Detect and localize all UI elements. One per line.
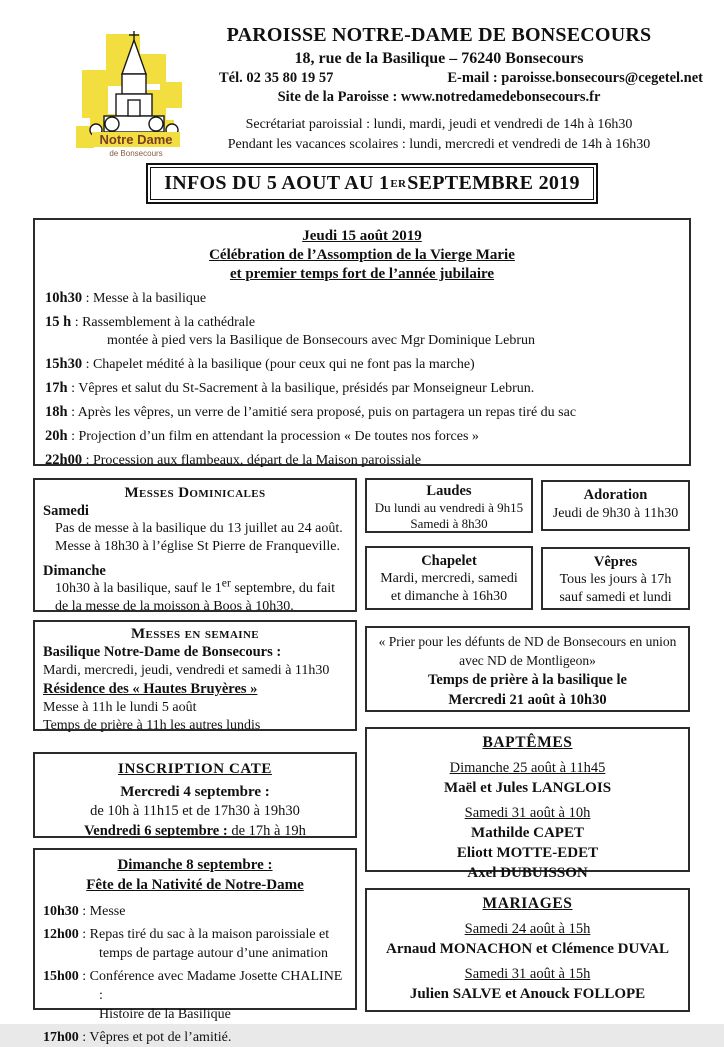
feast-schedule-item: 18h : Après les vêpres, un verre de l’amitié sera proposé, puis on partagera un repas tiré du sac: [45, 404, 577, 420]
email-address: E-mail : paroisse.bonsecours@cegetel.net: [447, 70, 703, 86]
residence-line1: Messe à 11h le lundi 5 août: [43, 700, 197, 715]
sunday-masses-title: Messes Dominicales: [124, 485, 266, 501]
nativity-schedule-item: 15h00 : Conférence avec Madame Josette CHALINE : Histoire de la Basilique: [43, 969, 343, 1022]
header: [175, 24, 703, 153]
secretariat-hours-line2: Pendant les vacances scolaires : lundi, mercredi et vendredi de 14h à 16h30: [227, 137, 651, 152]
vepres-line1: Tous les jours à 17h: [559, 572, 672, 587]
feast-heading-subtitle: et premier temps fort de l’année jubilaire: [229, 266, 495, 282]
wedding-entry: [373, 964, 682, 1004]
wedding-entry-date: Samedi 31 août à 15h: [464, 966, 591, 982]
weddings-title: MARIAGES: [482, 895, 573, 912]
wedding-entry: [373, 919, 682, 959]
vepres-card: [541, 547, 690, 610]
baptisms-box: [365, 727, 690, 881]
feast-schedule-item: 10h30 : Messe à la basilique: [45, 290, 207, 306]
feast-schedule-item: 22h00 : Procession aux flambeaux, départ de la Maison paroissiale: [45, 452, 422, 468]
sunday-line2: de la messe de la moisson à Boos à 10h30.: [55, 599, 294, 614]
assumption-feast-box: [33, 218, 691, 466]
feast-schedule-item: 15 h : Rassemblement à la cathédrale montée à pied vers la Basilique de Bonsecours avec Mgr Dominique Lebrun: [45, 314, 536, 348]
feast-schedule-item: 20h : Projection d’un film en attendant la procession « De toutes nos forces »: [45, 428, 479, 444]
laudes-title: Laudes: [426, 483, 472, 499]
nativity-schedule-item: 10h30 : Messe: [43, 904, 126, 919]
saturday-label: Samedi: [43, 503, 89, 519]
prayer-bold-line2: Mercredi 21 août à 10h30: [448, 692, 607, 708]
sunday-line1: 10h30 à la basilique, sauf le 1er septembre, du fait: [55, 576, 336, 596]
saturday-line2: Messe à 18h30 à l’église St Pierre de Franqueville.: [55, 539, 340, 554]
adoration-line1: Jeudi de 9h30 à 11h30: [552, 506, 679, 521]
residence-line2: Temps de prière à 11h les autres lundis: [43, 718, 261, 733]
laudes-line1: Du lundi au vendredi à 9h15: [374, 500, 524, 515]
chapelet-title: Chapelet: [421, 553, 477, 569]
baptism-entry: [373, 758, 682, 798]
baptism-entry: [373, 803, 682, 883]
baptism-entry-names: Axel DUBUISSON: [467, 865, 588, 881]
catechism-line2: de 10h à 11h15 et de 17h30 à 19h30: [90, 803, 300, 819]
baptism-entry-names: Maël et Jules LANGLOIS: [443, 780, 612, 796]
feast-schedule-item: 17h : Vêpres et salut du St-Sacrement à la basilique, présidés par Monseigneur Lebrun.: [45, 380, 535, 396]
residence-label: Résidence des « Hautes Bruyères »: [43, 681, 258, 697]
chapelet-card: [365, 546, 533, 610]
weddings-entries: [373, 919, 682, 1004]
adoration-title: Adoration: [583, 487, 648, 503]
feast-heading-date: Jeudi 15 août 2019: [302, 228, 422, 244]
website-line: Site de la Paroisse : www.notredamedebonsecours.fr: [277, 89, 601, 105]
chapelet-line1: Mardi, mercredi, samedi: [380, 571, 518, 586]
nativity-schedule-item: 12h00 : Repas tiré du sac à la maison paroissiale et temps de partage autour d’une animation: [43, 927, 330, 961]
nativity-feast-box: [33, 848, 357, 1045]
secretariat-hours-line1: Secrétariat paroissial : lundi, mardi, jeudi et vendredi de 14h à 16h30: [245, 117, 633, 132]
catechism-registration-box: [33, 752, 357, 838]
baptism-entry-names: Mathilde CAPET: [471, 825, 584, 841]
catechism-title: INSCRIPTION CATE: [118, 761, 272, 777]
banner-text-suffix: SEPTEMBRE 2019: [407, 172, 580, 194]
contact-row: [175, 70, 703, 87]
prayer-quote-line2: avec ND de Montligeon»: [459, 653, 596, 668]
adoration-card: [541, 480, 690, 531]
sunday-label: Dimanche: [43, 563, 106, 579]
wedding-entry-date: Samedi 24 août à 15h: [464, 921, 591, 937]
nativity-schedule-item: 17h00 : Vêpres et pot de l’amitié.: [43, 1030, 232, 1045]
phone-number: Tél. 02 35 80 19 57: [219, 70, 334, 86]
weekday-masses-title: Messes en semaine: [130, 626, 260, 642]
infos-banner: [146, 163, 598, 204]
feast-heading-title: Célébration de l’Assomption de la Vierge Marie: [209, 247, 515, 263]
vepres-title: Vêpres: [593, 554, 638, 570]
banner-text-prefix: INFOS DU 5 AOUT AU 1: [164, 172, 390, 194]
baptism-entry-date: Samedi 31 août à 10h: [464, 805, 591, 821]
chapelet-line2: et dimanche à 16h30: [390, 589, 508, 604]
basilique-label: Basilique Notre-Dame de Bonsecours :: [43, 644, 282, 660]
feast-items: [45, 289, 679, 470]
nativity-heading-title: Fête de la Nativité de Notre-Dame: [86, 877, 304, 893]
weddings-box: [365, 888, 690, 1012]
laudes-line2: Samedi à 8h30: [410, 516, 488, 531]
baptisms-title: BAPTÊMES: [482, 734, 573, 751]
saturday-line1: Pas de messe à la basilique du 13 juillet au 24 août.: [55, 521, 343, 536]
prayer-quote-line1: « Prier pour les défunts de ND de Bonsecours en union: [378, 634, 677, 649]
basilique-schedule: Mardi, mercredi, jeudi, vendredi et samedi à 11h30: [43, 663, 330, 678]
sunday-masses-box: [33, 478, 357, 612]
laudes-card: [365, 478, 533, 533]
catechism-line1: Mercredi 4 septembre :: [120, 784, 270, 800]
address-line: 18, rue de la Basilique – 76240 Bonsecours: [294, 50, 584, 67]
baptisms-entries: [373, 758, 682, 883]
weekday-masses-box: [33, 620, 357, 731]
vepres-line2: sauf samedi et lundi: [559, 590, 672, 605]
logo-text-line2: de Bonsecours: [109, 149, 163, 158]
page-title: PAROISSE NOTRE-DAME DE BONSECOURS: [226, 24, 652, 46]
baptism-entry-date: Dimanche 25 août à 11h45: [449, 760, 606, 776]
wedding-entry-names: Arnaud MONACHON et Clémence DUVAL: [385, 941, 670, 957]
catechism-line3: Vendredi 6 septembre : de 17h à 19h: [84, 823, 306, 839]
baptism-entry-names: Eliott MOTTE-EDET: [456, 845, 599, 861]
wedding-entry-names: Julien SALVE et Anouck FOLLOPE: [409, 986, 646, 1002]
nativity-heading-date: Dimanche 8 septembre :: [117, 857, 273, 873]
prayer-bold-line1: Temps de prière à la basilique le: [428, 672, 627, 688]
feast-schedule-item: 15h30 : Chapelet médité à la basilique (pour ceux qui ne font pas la marche): [45, 356, 475, 372]
prayer-notice-box: [365, 626, 690, 712]
logo-text-line1: Notre Dame: [99, 132, 173, 147]
nativity-items: [43, 902, 347, 1047]
infos-banner-title: INFOS DU 5 AOUT AU 1 ER SEPTEMBRE 2019: [150, 167, 594, 200]
